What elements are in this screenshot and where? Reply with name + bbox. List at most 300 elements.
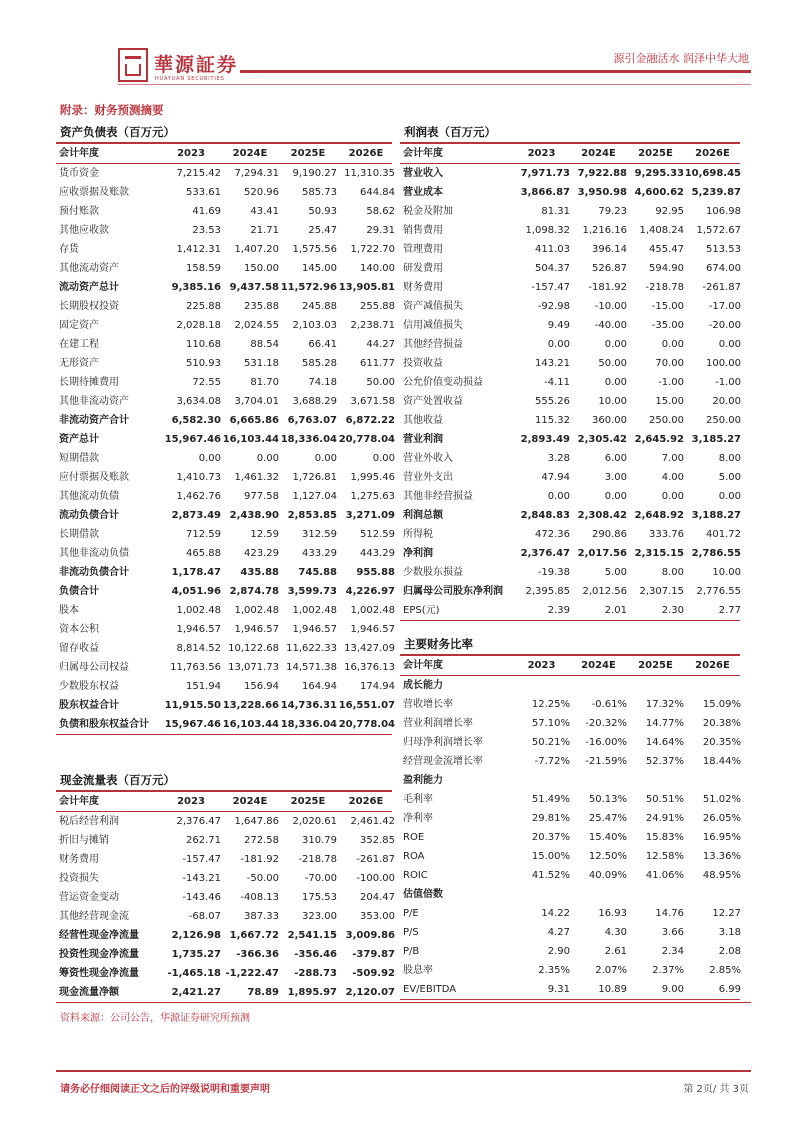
- table-row: [400, 392, 740, 411]
- row-value: 13.36%: [702, 851, 741, 862]
- row-value: 25.47%: [588, 813, 627, 824]
- row-value: 23.53: [192, 225, 221, 236]
- row-value: 510.93: [186, 358, 221, 369]
- row-label: 税后经营利润: [59, 816, 119, 827]
- row-label: 投资损失: [59, 873, 99, 884]
- row-value: 2,012.56: [582, 586, 627, 597]
- row-value: 48.95%: [702, 870, 741, 881]
- cash-flow-title: 现金流量表（百万元）: [60, 773, 175, 787]
- row-value: 7,922.88: [577, 168, 627, 179]
- row-value: 3.18: [718, 927, 741, 938]
- row-value: 18,336.04: [280, 434, 337, 445]
- row-value: 175.53: [302, 892, 337, 903]
- table-row: [400, 904, 740, 923]
- header-divider: [240, 70, 751, 73]
- row-value: 2,461.42: [350, 816, 395, 827]
- table-row: [56, 677, 395, 696]
- row-label: 筹资性现金净流量: [59, 968, 139, 979]
- row-value: 17.32%: [645, 699, 684, 710]
- row-value: 674.00: [706, 263, 741, 274]
- row-value: 3,599.73: [287, 586, 337, 597]
- row-value: 14.77%: [645, 718, 684, 729]
- table-row: [56, 278, 395, 297]
- row-label: 估值倍数: [403, 889, 443, 900]
- row-value: 174.94: [360, 681, 395, 692]
- row-value: 533.61: [186, 187, 221, 198]
- row-value: -100.00: [356, 873, 395, 884]
- table-row: [400, 468, 740, 487]
- row-value: 29.31: [366, 225, 395, 236]
- row-value: 1,946.57: [292, 624, 337, 635]
- row-label: 其他非流动负债: [59, 548, 129, 559]
- row-value: -218.78: [645, 282, 684, 293]
- row-value: 41.69: [192, 206, 221, 217]
- row-label: 信用减值损失: [403, 320, 463, 331]
- row-label: 净利率: [403, 813, 433, 824]
- row-value: -379.87: [352, 949, 395, 960]
- row-value: 204.47: [360, 892, 395, 903]
- row-value: 143.21: [535, 358, 570, 369]
- row-value: 70.00: [655, 358, 684, 369]
- row-label: 短期借款: [59, 453, 99, 464]
- table-row: [56, 183, 395, 202]
- row-label: 长期借款: [59, 529, 99, 540]
- row-value: 140.00: [360, 263, 395, 274]
- row-value: 9.00: [661, 984, 684, 995]
- row-value: [627, 885, 684, 904]
- row-value: 14,571.38: [286, 662, 337, 673]
- table-row: [400, 695, 740, 714]
- table-row: [400, 790, 740, 809]
- row-label: 长期股权投资: [59, 301, 119, 312]
- ratios-table: [400, 654, 740, 1000]
- row-value: -68.07: [188, 911, 221, 922]
- row-value: 2,024.55: [234, 320, 279, 331]
- row-value: 18,336.04: [280, 719, 337, 730]
- row-value: 310.79: [302, 835, 337, 846]
- row-value: 51.49%: [531, 794, 570, 805]
- row-label: 经营性现金净流量: [59, 930, 139, 941]
- row-value: 1,946.57: [176, 624, 221, 635]
- column-header-year: 2024E: [232, 148, 268, 159]
- row-value: 0.00: [256, 453, 279, 464]
- row-label: 留存收益: [59, 643, 99, 654]
- row-value: 13,071.73: [228, 662, 279, 673]
- row-value: 2.30: [661, 605, 684, 616]
- table-row: [400, 866, 740, 885]
- row-label: 资产总计: [59, 434, 99, 445]
- row-value: 4,051.96: [171, 586, 221, 597]
- row-value: 2,786.55: [691, 548, 741, 559]
- row-value: 15,967.46: [164, 719, 221, 730]
- row-value: 10,698.45: [684, 168, 741, 179]
- row-value: -1,222.47: [225, 968, 279, 979]
- table-row: [56, 983, 395, 1003]
- row-value: 433.29: [302, 548, 337, 559]
- row-value: 1,895.97: [287, 987, 337, 998]
- row-value: 2,776.55: [696, 586, 741, 597]
- column-header-year: 2024E: [581, 148, 616, 159]
- table-row: [400, 923, 740, 942]
- column-header-year: 2023: [527, 148, 556, 159]
- row-value: 18.44%: [702, 756, 741, 767]
- row-value: 0.00: [372, 453, 395, 464]
- row-label: 归属母公司股东净利润: [403, 586, 503, 597]
- row-value: 20.35%: [702, 737, 741, 748]
- row-value: 0.00: [547, 491, 570, 502]
- row-value: 7,971.73: [520, 168, 570, 179]
- logo-text: 華源証券: [154, 54, 239, 76]
- table-row: [56, 487, 395, 506]
- source-divider: [56, 1002, 751, 1003]
- row-value: 6,665.86: [229, 415, 279, 426]
- table-row: [56, 696, 395, 715]
- row-value: -261.87: [356, 854, 395, 865]
- row-value: 353.00: [360, 911, 395, 922]
- row-value: 512.59: [360, 529, 395, 540]
- row-value: 1,178.47: [171, 567, 221, 578]
- row-value: 10,122.68: [228, 643, 279, 654]
- row-value: -1.00: [658, 377, 684, 388]
- row-value: 2,308.42: [577, 510, 627, 521]
- row-value: 2,120.07: [345, 987, 395, 998]
- table-row: [400, 449, 740, 468]
- table-header-row: [56, 792, 392, 812]
- row-value: 0.00: [718, 491, 741, 502]
- table-row: [56, 468, 395, 487]
- row-label: 其他流动资产: [59, 263, 119, 274]
- footer-disclaimer: 请务必仔细阅读正文之后的评级说明和重要声明: [60, 1084, 270, 1095]
- row-label: 股本: [59, 605, 79, 616]
- row-label: 在建工程: [59, 339, 99, 350]
- row-value: 1,735.27: [171, 949, 221, 960]
- row-value: 2,315.15: [634, 548, 684, 559]
- row-value: 555.26: [535, 396, 570, 407]
- row-value: 5.00: [718, 472, 741, 483]
- row-label: 所得税: [403, 529, 433, 540]
- row-value: 7.00: [661, 453, 684, 464]
- row-value: 20.37%: [531, 832, 570, 843]
- row-value: 11,572.96: [280, 282, 337, 293]
- table-row: [56, 869, 395, 888]
- table-row: [400, 354, 740, 373]
- row-label: 营运资金变动: [59, 892, 119, 903]
- row-value: 9.49: [547, 320, 570, 331]
- table-row: [400, 942, 740, 961]
- row-value: 20.38%: [702, 718, 741, 729]
- row-value: 52.37%: [645, 756, 684, 767]
- row-value: 2.90: [547, 946, 570, 957]
- logo-english-text: HUAYUAN SECURITIES: [155, 76, 225, 82]
- row-value: 25.47: [308, 225, 337, 236]
- row-value: [684, 676, 741, 695]
- row-value: -15.00: [651, 301, 684, 312]
- table-row: [400, 430, 740, 449]
- row-value: -21.59%: [585, 756, 627, 767]
- row-value: 58.62: [366, 206, 395, 217]
- row-value: 15.09%: [702, 699, 741, 710]
- row-value: -70.00: [304, 873, 337, 884]
- row-value: 15.83%: [645, 832, 684, 843]
- row-value: 3,634.08: [176, 396, 221, 407]
- table-row: [56, 449, 395, 468]
- row-label: 无形资产: [59, 358, 99, 369]
- row-value: 10.00: [598, 396, 627, 407]
- row-value: 1,216.16: [582, 225, 627, 236]
- column-header-year: 2023: [527, 660, 556, 671]
- row-value: 8,814.52: [176, 643, 221, 654]
- table-row: [400, 980, 740, 1000]
- row-value: 411.03: [535, 244, 570, 255]
- row-value: 6,582.30: [171, 415, 221, 426]
- row-value: 977.58: [244, 491, 279, 502]
- row-value: 3,950.98: [577, 187, 627, 198]
- table-row: [400, 809, 740, 828]
- row-value: 50.00: [366, 377, 395, 388]
- row-value: 72.55: [192, 377, 221, 388]
- header-slogan: 源引金融活水 润泽中华大地: [613, 52, 749, 65]
- table-row: [400, 164, 740, 183]
- row-value: 2,438.90: [229, 510, 279, 521]
- row-value: 40.09%: [588, 870, 627, 881]
- row-value: -0.61%: [591, 699, 627, 710]
- row-value: 20.00: [712, 396, 741, 407]
- row-value: 78.89: [247, 987, 279, 998]
- table-row: [56, 544, 395, 563]
- row-value: 2.07%: [595, 965, 627, 976]
- row-value: -92.98: [537, 301, 570, 312]
- row-label: 盈利能力: [403, 775, 443, 786]
- row-value: 6.00: [604, 453, 627, 464]
- row-value: 24.91%: [645, 813, 684, 824]
- table-row: [400, 373, 740, 392]
- row-value: [627, 771, 684, 790]
- row-value: 2.39: [547, 605, 570, 616]
- row-value: 50.93: [308, 206, 337, 217]
- row-value: 520.96: [244, 187, 279, 198]
- balance-sheet-title: 资产负债表（百万元）: [60, 125, 175, 139]
- row-value: 79.23: [598, 206, 627, 217]
- row-label: 现金流量净额: [59, 987, 119, 998]
- row-label: 其他经营现金流: [59, 911, 129, 922]
- row-value: -157.47: [531, 282, 570, 293]
- table-row: [56, 316, 395, 335]
- table-row: [56, 964, 395, 983]
- row-label: 非流动资产合计: [59, 415, 129, 426]
- row-value: 16.95%: [702, 832, 741, 843]
- row-value: 2.34: [661, 946, 684, 957]
- row-label: 营业外支出: [403, 472, 453, 483]
- column-header-year: 2025E: [290, 148, 326, 159]
- row-value: 20,778.04: [338, 434, 395, 445]
- table-header-row: [400, 144, 740, 164]
- row-value: 2,103.03: [292, 320, 337, 331]
- row-value: 6,763.07: [287, 415, 337, 426]
- row-value: 272.58: [244, 835, 279, 846]
- column-header-year: 2026E: [695, 148, 730, 159]
- row-value: 2.85%: [709, 965, 741, 976]
- row-value: 2,853.85: [287, 510, 337, 521]
- row-label: P/S: [403, 927, 419, 938]
- row-label: 流动负债合计: [59, 510, 119, 521]
- row-value: 4,226.97: [345, 586, 395, 597]
- row-value: -143.46: [182, 892, 221, 903]
- column-header-year: 2026E: [695, 660, 730, 671]
- row-value: 1,098.32: [525, 225, 570, 236]
- row-value: -261.87: [702, 282, 741, 293]
- income-statement-table: [400, 142, 740, 621]
- row-value: 472.36: [535, 529, 570, 540]
- table-row: [56, 658, 395, 677]
- row-value: 1,722.70: [350, 244, 395, 255]
- column-header-year: 2025E: [638, 660, 673, 671]
- row-label: 利润总额: [403, 510, 443, 521]
- source-note: 资料来源：公司公告，华源证券研究所预测: [60, 1013, 250, 1024]
- row-label: 少数股东损益: [403, 567, 463, 578]
- row-value: 396.14: [592, 244, 627, 255]
- table-row: [56, 430, 395, 449]
- appendix-title: 附录：财务预测摘要: [60, 103, 164, 117]
- row-label: 预付账款: [59, 206, 99, 217]
- row-value: 81.31: [541, 206, 570, 217]
- row-value: 92.95: [655, 206, 684, 217]
- row-value: -16.00%: [585, 737, 627, 748]
- row-value: 323.00: [302, 911, 337, 922]
- row-value: 3,185.27: [691, 434, 741, 445]
- row-value: 0.00: [604, 491, 627, 502]
- table-row: [56, 164, 395, 183]
- row-value: 5.00: [604, 567, 627, 578]
- row-value: 14,736.31: [280, 700, 337, 711]
- row-value: 2.08: [718, 946, 741, 957]
- row-value: -288.73: [294, 968, 337, 979]
- row-label: 投资收益: [403, 358, 443, 369]
- row-value: 158.59: [186, 263, 221, 274]
- row-value: 0.00: [604, 377, 627, 388]
- page-number: 第 2页/ 共 3页: [683, 1084, 749, 1095]
- row-value: 1,946.57: [234, 624, 279, 635]
- row-value: 8.00: [661, 567, 684, 578]
- column-header-label: 会计年度: [59, 796, 99, 807]
- row-label: 折旧与摊销: [59, 835, 109, 846]
- row-value: 66.41: [308, 339, 337, 350]
- row-value: 10.89: [598, 984, 627, 995]
- row-value: 12.25%: [531, 699, 570, 710]
- row-label: 营业成本: [403, 187, 443, 198]
- row-value: 225.88: [186, 301, 221, 312]
- row-value: 3.28: [547, 453, 570, 464]
- row-label: 净利润: [403, 548, 433, 559]
- row-value: 644.84: [360, 187, 395, 198]
- row-value: -1.00: [715, 377, 741, 388]
- row-value: -218.78: [298, 854, 337, 865]
- row-value: 526.87: [592, 263, 627, 274]
- row-value: 50.00: [598, 358, 627, 369]
- row-value: 11,915.50: [164, 700, 221, 711]
- row-value: -1,465.18: [167, 968, 221, 979]
- table-row: [56, 639, 395, 658]
- table-row: [56, 240, 395, 259]
- row-label: 经营现金流增长率: [403, 756, 483, 767]
- footer-divider: [56, 1070, 751, 1072]
- row-value: 1,462.76: [176, 491, 221, 502]
- row-value: 312.59: [302, 529, 337, 540]
- row-label: 非流动负债合计: [59, 567, 129, 578]
- row-label: 存货: [59, 244, 79, 255]
- row-value: 41.52%: [531, 870, 570, 881]
- row-label: EV/EBITDA: [403, 984, 457, 995]
- table-row: [400, 411, 740, 430]
- row-value: 14.76: [655, 908, 684, 919]
- row-value: 106.98: [706, 206, 741, 217]
- row-value: 455.47: [649, 244, 684, 255]
- table-row: [400, 487, 740, 506]
- row-value: 2,541.15: [287, 930, 337, 941]
- table-row: [400, 961, 740, 980]
- row-value: 235.88: [244, 301, 279, 312]
- row-value: 9,190.27: [292, 168, 337, 179]
- row-value: 9,437.58: [229, 282, 279, 293]
- row-value: 2,376.47: [176, 816, 221, 827]
- row-value: 50.21%: [531, 737, 570, 748]
- row-value: 255.88: [360, 301, 395, 312]
- column-header-year: 2025E: [638, 148, 673, 159]
- row-value: 513.53: [706, 244, 741, 255]
- table-row: [400, 183, 740, 202]
- row-value: 6,872.22: [345, 415, 395, 426]
- table-row: [400, 259, 740, 278]
- row-value: [570, 676, 627, 695]
- row-label: P/B: [403, 946, 420, 957]
- row-value: 0.00: [198, 453, 221, 464]
- row-value: 712.59: [186, 529, 221, 540]
- row-value: 11,763.56: [170, 662, 221, 673]
- row-label: 研发费用: [403, 263, 443, 274]
- column-header-label: 会计年度: [403, 660, 443, 671]
- row-value: 531.18: [244, 358, 279, 369]
- row-value: 21.71: [250, 225, 279, 236]
- row-value: -143.21: [182, 873, 221, 884]
- table-row: [56, 335, 395, 354]
- row-value: 1,726.81: [292, 472, 337, 483]
- section-header-row: [400, 676, 740, 695]
- row-value: -157.47: [182, 854, 221, 865]
- table-row: [400, 202, 740, 221]
- row-value: 13,427.09: [344, 643, 395, 654]
- row-label: 成长能力: [403, 680, 443, 691]
- row-label: 流动资产总计: [59, 282, 119, 293]
- table-row: [56, 297, 395, 316]
- row-value: 504.37: [535, 263, 570, 274]
- row-value: 2.37%: [652, 965, 684, 976]
- row-value: [627, 676, 684, 695]
- row-label: EPS(元): [403, 605, 440, 616]
- table-header-row: [400, 656, 740, 676]
- row-label: 少数股东权益: [59, 681, 119, 692]
- row-value: 14.64%: [645, 737, 684, 748]
- company-logo-icon: [118, 48, 148, 82]
- row-label: 资产处置收益: [403, 396, 463, 407]
- row-value: 2,305.42: [577, 434, 627, 445]
- row-label: 其他应收款: [59, 225, 109, 236]
- row-value: 1,946.57: [350, 624, 395, 635]
- row-value: -7.72%: [534, 756, 570, 767]
- row-label: 毛利率: [403, 794, 433, 805]
- table-row: [56, 812, 395, 831]
- row-value: 2.01: [604, 605, 627, 616]
- table-row: [56, 392, 395, 411]
- row-label: 其他流动负债: [59, 491, 119, 502]
